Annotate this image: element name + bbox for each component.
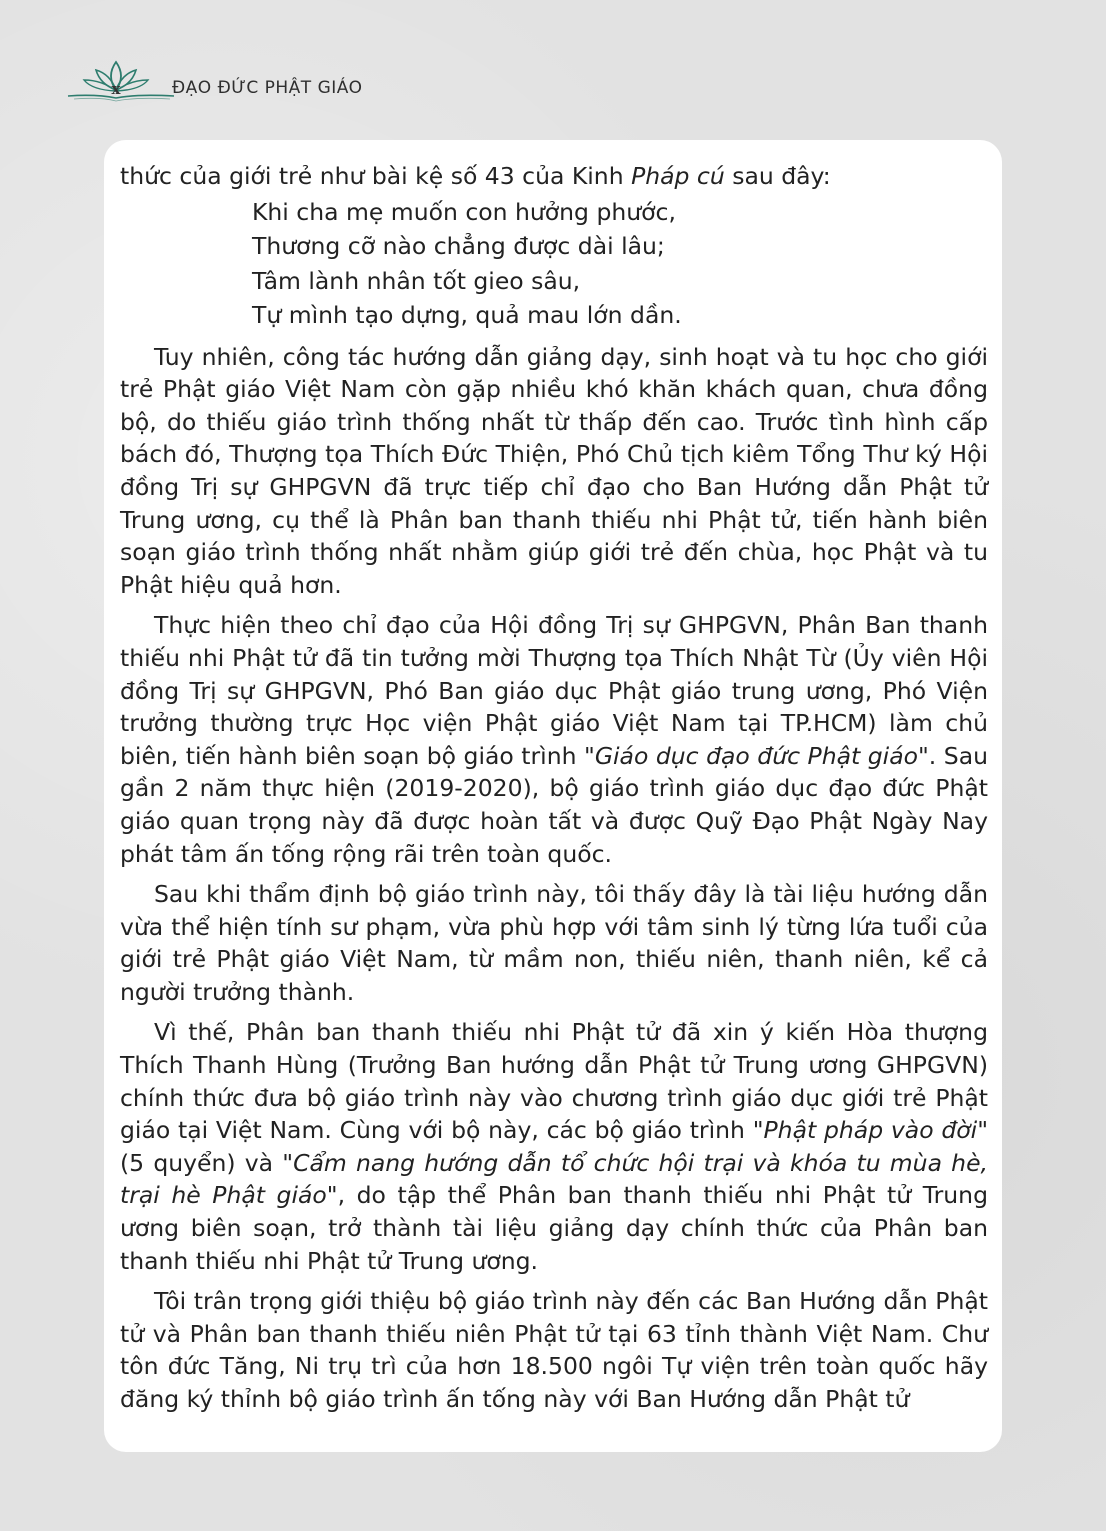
book-title: ĐẠO ĐỨC PHẬT GIÁO [172,78,363,98]
verse-line: Thương cỡ nào chẳng được dài lâu; [252,232,665,261]
verse-line: Tự mình tạo dựng, quả mau lớn dần. [252,301,682,330]
paragraph: Sau khi thẩm định bộ giáo trình này, tôi thấy đây là tài liệu hướng dẫn vừa thể hiện tính sư phạm, vừa phù hợp với tâm sinh lý từng lứa tuổi của giới trẻ Phật giáo Việt Nam, từ mầm non, thiếu niên, thanh niên, kể cả người trưởng thành. [120,880,988,1006]
page-content [120,160,988,1424]
page-header [66,58,386,108]
paragraph: Vì thế, Phân ban thanh thiếu nhi Phật tử đã xin ý kiến Hòa thượng Thích Thanh Hùng (Trưởng Ban hướng dẫn Phật tử Trung ương GHPGVN) chính thức đưa bộ giáo trình này vào chương trình giáo dục giới trẻ Phật giáo tại Việt Nam. Cùng với bộ này, các bộ giáo trình "Phật pháp vào đời" (5 quyển) và "Cẩm nang hướng dẫn tổ chức hội trại và khóa tu mùa hè, trại hè Phật giáo", do tập thể Phân ban thanh thiếu nhi Phật tử Trung ương biên soạn, trở thành tài liệu giảng dạy chính thức của Phân ban thanh thiếu nhi Phật tử Trung ương. [120,1018,988,1275]
verse-line: Khi cha mẹ muốn con hưởng phước, [252,197,676,226]
paragraph: Thực hiện theo chỉ đạo của Hội đồng Trị sự GHPGVN, Phân Ban thanh thiếu nhi Phật tử đã tin tưởng mời Thượng tọa Thích Nhật Từ (Ủy viên Hội đồng Trị sự GHPGVN, Phó Ban giáo dục Phật giáo trung ương, Phó Viện trưởng thường trực Học viện Phật giáo Việt Nam tại TP.HCM) làm chủ biên, tiến hành biên soạn bộ giáo trình "Giáo dục đạo đức Phật giáo". Sau gần 2 năm thực hiện (2019-2020), bộ giáo trình giáo dục đạo đức Phật giáo quan trọng này đã được hoàn tất và được Quỹ Đạo Phật Ngày Nay phát tâm ấn tống rộng rãi trên toàn quốc. [120,611,988,868]
verse-block [252,195,988,333]
page-number: x [111,80,121,98]
paragraph: Tuy nhiên, công tác hướng dẫn giảng dạy, sinh hoạt và tu học cho giới trẻ Phật giáo Việt Nam còn gặp nhiều khó khăn khách quan, chưa đồng bộ, do thiếu giáo trình thống nhất từ thấp đến cao. Trước tình hình cấp bách đó, Thượng tọa Thích Đức Thiện, Phó Chủ tịch kiêm Tổng Thư ký Hội đồng Trị sự GHPGVN đã trực tiếp chỉ đạo cho Ban Hướng dẫn Phật tử Trung ương, cụ thể là Phân ban thanh thiếu nhi Phật tử, tiến hành biên soạn giáo trình thống nhất nhằm giúp giới trẻ đến chùa, học Phật và tu Phật hiệu quả hơn. [120,342,988,599]
paragraph: Tôi trân trọng giới thiệu bộ giáo trình này đến các Ban Hướng dẫn Phật tử và Phân ban thanh thiếu niên Phật tử tại 63 tỉnh thành Việt Nam. Chư tôn đức Tăng, Ni trụ trì của hơn 18.500 ngôi Tự viện trên toàn quốc hãy đăng ký thỉnh bộ giáo trình ấn tống này với Ban Hướng dẫn Phật tử [120,1287,988,1413]
verse-line: Tâm lành nhân tốt gieo sâu, [252,266,581,295]
intro-line: thức của giới trẻ như bài kệ số 43 của Kinh Pháp cú sau đây: [120,162,831,190]
